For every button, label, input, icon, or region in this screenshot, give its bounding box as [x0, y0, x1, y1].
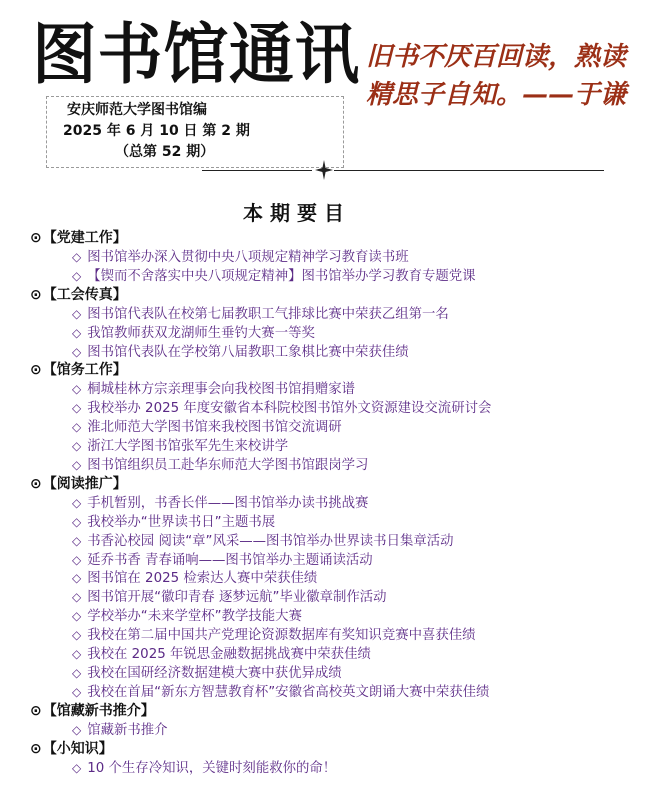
toc-item[interactable] [30, 588, 626, 607]
section-heading [30, 702, 626, 721]
toc-item-label: 我馆教师获双龙湖师生垂钓大赛一等奖 [87, 325, 315, 341]
section-heading [30, 740, 626, 759]
toc-item[interactable] [30, 607, 626, 626]
divider-rule-right [334, 170, 604, 171]
section-heading [30, 286, 626, 305]
diamond-outline-icon: ◇ [72, 382, 82, 397]
toc-item-label: 我校举办“世界读书日”主题书展 [87, 514, 276, 530]
toc-item[interactable] [30, 645, 626, 664]
section-heading-label: 【阅读推广】 [42, 475, 127, 492]
toc-item[interactable] [30, 664, 626, 683]
section-heading [30, 475, 626, 494]
toc-item-label: 手机暂别，书香长伴——图书馆举办读书挑战赛 [87, 495, 369, 511]
toc-item[interactable] [30, 456, 626, 475]
motto-line-2: 精思子自知。——于谦 [366, 80, 627, 110]
toc-item[interactable] [30, 759, 626, 778]
circled-dot-icon: ⊙ [30, 230, 42, 246]
toc-item-label: 【锲而不舍落实中央八项规定精神】图书馆举办学习教育专题党课 [87, 268, 476, 284]
toc-item[interactable] [30, 248, 626, 267]
circled-dot-icon: ⊙ [30, 740, 42, 757]
toc-item-label: 图书馆组织员工赴华东师范大学图书馆跟岗学习 [87, 458, 369, 474]
diamond-outline-icon: ◇ [72, 609, 82, 624]
toc-item-label: 我校在首届“新东方智慧教育杯”安徽省高校英文朗诵大赛中荣获佳绩 [87, 684, 490, 700]
star-ornament-icon [314, 159, 334, 181]
toc-item[interactable] [30, 437, 626, 456]
diamond-outline-icon: ◇ [72, 665, 82, 680]
toc-item-label: 淮北师范大学图书馆来我校图书馆交流调研 [87, 420, 342, 436]
publisher-line: 安庆师范大学图书馆编 [67, 102, 207, 118]
diamond-outline-icon: ◇ [72, 268, 82, 283]
toc-item-label: 书香沁校园 阅读“章”风采——图书馆举办世界读书日集章活动 [87, 533, 454, 549]
motto-line-1: 旧书不厌百回读，熟读 [366, 42, 627, 72]
circled-dot-icon: ⊙ [30, 362, 42, 379]
section-heading-label: 【工会传真】 [42, 286, 127, 303]
section-heading [30, 229, 626, 248]
toc-item-label: 图书馆举办深入贯彻中央八项规定精神学习教育读书班 [87, 250, 409, 265]
toc-item[interactable] [30, 324, 626, 343]
diamond-outline-icon: ◇ [72, 250, 82, 264]
toc-item-label: 10 个生存冷知识，关键时刻能救你的命！ [87, 760, 337, 776]
toc-item-label: 我校在第二届中国共产党理论资源数据库有奖知识竞赛中喜获佳绩 [87, 628, 476, 644]
diamond-outline-icon: ◇ [72, 552, 82, 567]
section-heading-label: 【党建工作】 [42, 230, 127, 246]
toc-item[interactable] [30, 380, 626, 399]
toc-item[interactable] [30, 399, 626, 418]
diamond-outline-icon: ◇ [72, 647, 82, 662]
masthead-title: 图书馆通讯 [32, 15, 361, 93]
issue-info-box [46, 96, 344, 168]
divider-rule-left [202, 170, 312, 171]
diamond-outline-icon: ◇ [72, 401, 82, 416]
diamond-outline-icon: ◇ [72, 571, 82, 586]
toc-item-label: 图书馆代表队在校第七届教职工气排球比赛中荣获乙组第一名 [87, 306, 449, 322]
toc-item-label: 桐城桂林方宗亲理事会向我校图书馆捐赠家谱 [87, 382, 356, 398]
toc-item-label: 图书馆开展“徽印青春 逐梦远航”毕业徽章制作活动 [87, 590, 387, 606]
section-heading [30, 361, 626, 380]
diamond-outline-icon: ◇ [72, 722, 82, 737]
toc-item[interactable] [30, 721, 626, 740]
diamond-outline-icon: ◇ [72, 533, 82, 548]
toc-item[interactable] [30, 569, 626, 588]
diamond-outline-icon: ◇ [72, 628, 82, 643]
toc-item-label: 图书馆代表队在学校第八届教职工象棋比赛中荣获佳绩 [87, 344, 409, 360]
toc-item-label: 学校举办“未来学堂杯”教学技能大赛 [87, 609, 302, 625]
toc-item-label: 我校举办 2025 年度安徽省本科院校图书馆外文资源建设交流研讨会 [87, 401, 492, 417]
issue-date-line: 2025 年 6 月 10 日 第 2 期 [63, 123, 250, 139]
diamond-outline-icon: ◇ [72, 439, 82, 454]
circled-dot-icon: ⊙ [30, 286, 42, 303]
circled-dot-icon: ⊙ [30, 475, 42, 492]
toc-item[interactable] [30, 418, 626, 437]
toc-item[interactable] [30, 513, 626, 532]
toc-item[interactable] [30, 532, 626, 551]
total-issue-line: （总第 52 期） [115, 144, 215, 160]
diamond-outline-icon: ◇ [72, 458, 82, 473]
toc-item[interactable] [30, 683, 626, 702]
toc-item-label: 图书馆在 2025 检索达人赛中荣获佳绩 [87, 571, 318, 587]
section-heading-label: 【馆务工作】 [42, 362, 127, 379]
circled-dot-icon: ⊙ [30, 702, 42, 719]
diamond-outline-icon: ◇ [72, 684, 82, 699]
toc-item[interactable] [30, 343, 626, 362]
table-of-contents [30, 229, 626, 777]
diamond-outline-icon: ◇ [72, 325, 82, 340]
toc-item-label: 馆藏新书推介 [87, 722, 168, 738]
toc-item[interactable] [30, 551, 626, 570]
diamond-outline-icon: ◇ [72, 760, 82, 775]
toc-item[interactable] [30, 494, 626, 513]
diamond-outline-icon: ◇ [72, 306, 82, 321]
section-heading-label: 【小知识】 [42, 740, 113, 757]
toc-item-label: 浙江大学图书馆张军先生来校讲学 [87, 439, 289, 455]
motto-quote [366, 38, 636, 114]
diamond-outline-icon: ◇ [72, 420, 82, 435]
toc-title: 本期要目 [243, 201, 351, 225]
diamond-outline-icon: ◇ [72, 495, 82, 510]
section-heading-label: 【馆藏新书推介】 [42, 702, 155, 719]
diamond-outline-icon: ◇ [72, 514, 82, 529]
toc-item[interactable] [30, 267, 626, 286]
toc-item[interactable] [30, 626, 626, 645]
toc-item-label: 我校在国研经济数据建模大赛中获优异成绩 [87, 665, 342, 681]
diamond-outline-icon: ◇ [72, 590, 82, 605]
toc-item[interactable] [30, 305, 626, 324]
toc-item-label: 延乔书香 青春诵响——图书馆举办主题诵读活动 [87, 552, 373, 568]
toc-item-label: 我校在 2025 年锐思金融数据挑战赛中荣获佳绩 [87, 647, 371, 663]
diamond-outline-icon: ◇ [72, 344, 82, 359]
